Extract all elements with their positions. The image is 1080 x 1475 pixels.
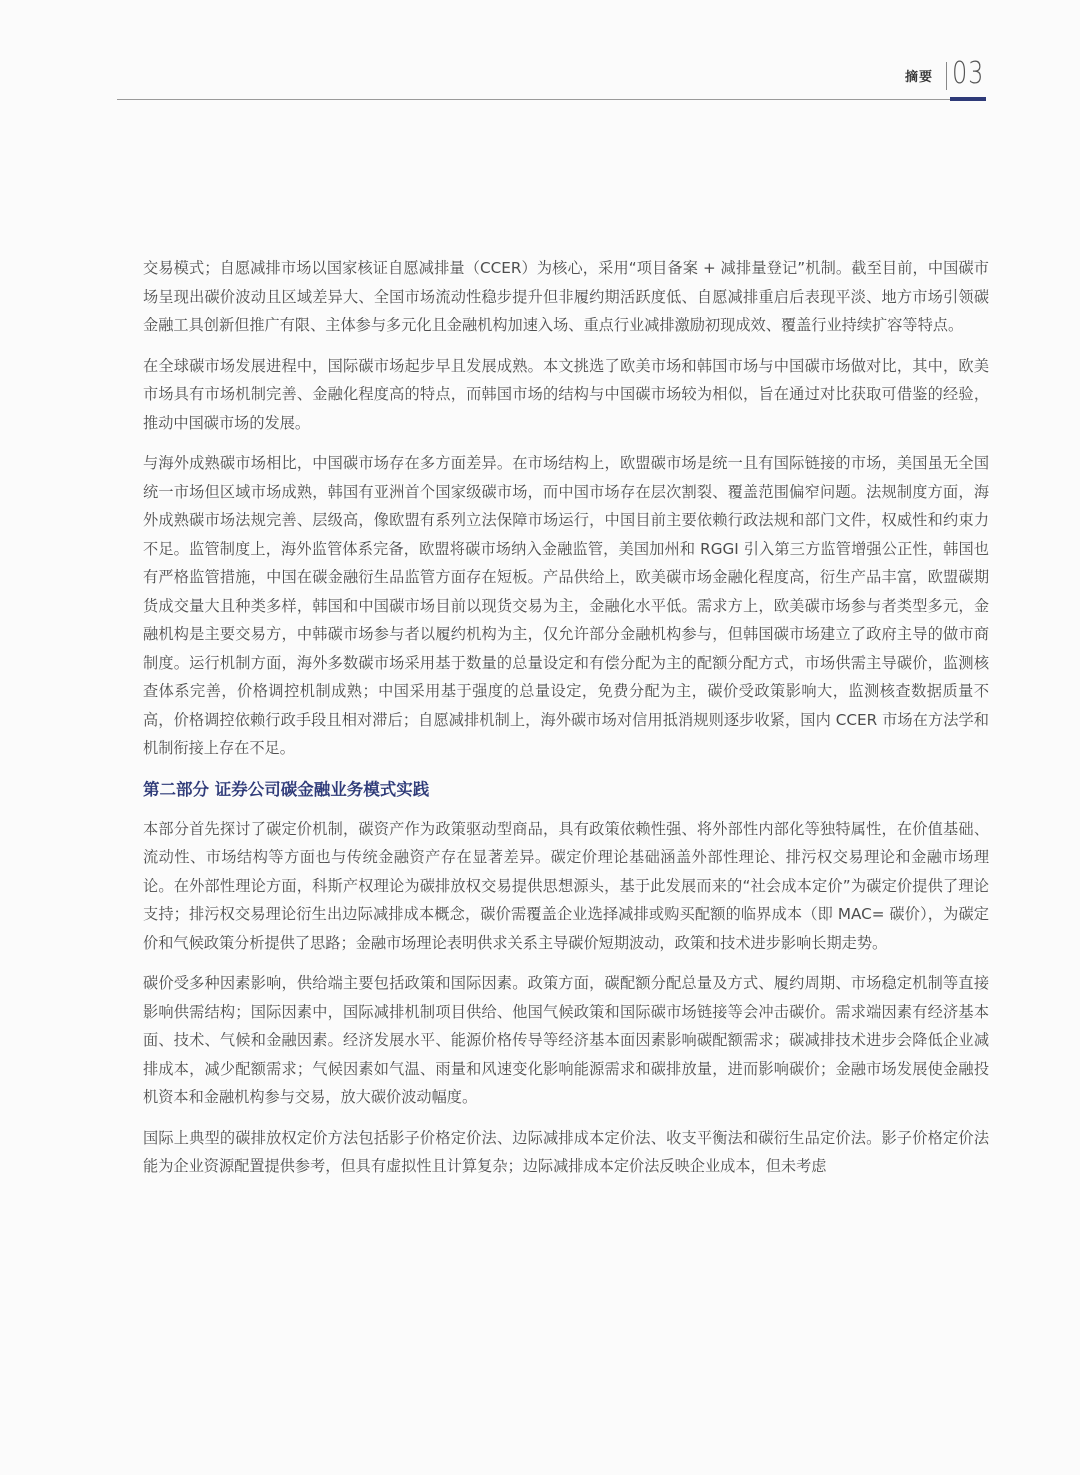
paragraph-pricing-methods: 国际上典型的碳排放权定价方法包括影子价格定价法、边际减排成本定价法、收支平衡法和碳衍生品定价法。影子价格定价法能为企业资源配置提供参考，但具有虚拟性且计算复杂；边际减排成本定价法反映企业成本，但未考虑 bbox=[143, 1128, 989, 1175]
section-label: 摘要 bbox=[905, 70, 934, 85]
body-content bbox=[143, 254, 989, 1193]
paragraph-global-market: 在全球碳市场发展进程中，国际碳市场起步早且发展成熟。本文挑选了欧美市场和韩国市场与中国碳市场做对比，其中，欧美市场具有市场机制完善、金融化程度高的特点，而韩国市场的结构与中国碳市场较为相似，旨在通过对比获取可借鉴的经验，推动中国碳市场的发展。 bbox=[143, 356, 989, 432]
paragraph-trading-mode: 交易模式；自愿减排市场以国家核证自愿减排量（CCER）为核心，采用“项目备案 + 减排量登记”机制。截至目前，中国碳市场呈现出碳价波动且区域差异大、全国市场流动性稳步提升但非履约期活跃度低、自愿减排重启后表现平淡、地方市场引领碳金融工具创新但推广有限、主体参与多元化且金融机构加速入场、重点行业减排激励初现成效、覆盖行业持续扩容等特点。 bbox=[143, 259, 989, 334]
page-divider bbox=[946, 62, 947, 90]
paragraph-price-factors: 碳价受多种因素影响，供给端主要包括政策和国际因素。政策方面，碳配额分配总量及方式、履约周期、市场稳定机制等直接影响供需结构；国际因素中，国际减排机制项目供给、他国气候政策和国际碳市场链接等会冲击碳价。需求端因素有经济基本面、技术、气候和金融因素。经济发展水平、能源价格传导等经济基本面因素影响碳配额需求；碳减排技术进步会降低企业减排成本，减少配额需求；气候因素如气温、雨量和风速变化影响能源需求和碳排放量，进而影响碳价；金融市场发展使金融投机资本和金融机构参与交易，放大碳价波动幅度。 bbox=[143, 974, 989, 1106]
header-accent-bar bbox=[950, 97, 986, 101]
header-rule bbox=[117, 99, 985, 100]
paragraph-carbon-pricing: 本部分首先探讨了碳定价机制，碳资产作为政策驱动型商品，具有政策依赖性强、将外部性内部化等独特属性，在价值基础、流动性、市场结构等方面也与传统金融资产存在显著差异。碳定价理论基础涵盖外部性理论、排污权交易理论和金融市场理论。在外部性理论方面，科斯产权理论为碳排放权交易提供思想源头，基于此发展而来的“社会成本定价”为碳定价提供了理论支持；排污权交易理论衍生出边际减排成本概念，碳价需覆盖企业选择减排或购买配额的临界成本（即 MAC= 碳价），为碳定价和气候政策分析提供了思路；金融市场理论表明供求关系主导碳价短期波动，政策和技术进步影响长期走势。 bbox=[143, 819, 989, 952]
page-number: 03 bbox=[952, 56, 985, 91]
section-heading: 第二部分 证券公司碳金融业务模式实践 bbox=[143, 779, 430, 799]
paragraph-market-differences: 与海外成熟碳市场相比，中国碳市场存在多方面差异。在市场结构上，欧盟碳市场是统一且有国际链接的市场，美国虽无全国统一市场但区域市场成熟，韩国有亚洲首个国家级碳市场，而中国市场存在层次割裂、覆盖范围偏窄问题。法规制度方面，海外成熟碳市场法规完善、层级高，像欧盟有系列立法保障市场运行，中国目前主要依赖行政法规和部门文件，权威性和约束力不足。监管制度上，海外监管体系完备，欧盟将碳市场纳入金融监管，美国加州和 RGGI 引入第三方监管增强公正性，韩国也有严格监管措施，中国在碳金融衍生品监管方面存在短板。产品供给上，欧美碳市场金融化程度高，衍生产品丰富，欧盟碳期货成交量大且种类多样，韩国和中国碳市场目前以现货交易为主，金融化水平低。需求方上，欧美碳市场参与者类型多元，金融机构是主要交易方，中韩碳市场参与者以履约机构为主，仅允许部分金融机构参与，但韩国碳市场建立了政府主导的做市商制度。运行机制方面，海外多数碳市场采用基于数量的总量设定和有偿分配为主的配额分配方式，市场供需主导碳价，监测核查体系完善，价格调控机制成熟；中国采用基于强度的总量设定，免费分配为主，碳价受政策影响大，监测核查数据质量不高，价格调控依赖行政手段且相对滞后；自愿减排机制上，海外碳市场对信用抵消规则逐步收紧，国内 CCER 市场在方法学和机制衔接上存在不足。 bbox=[143, 454, 989, 757]
